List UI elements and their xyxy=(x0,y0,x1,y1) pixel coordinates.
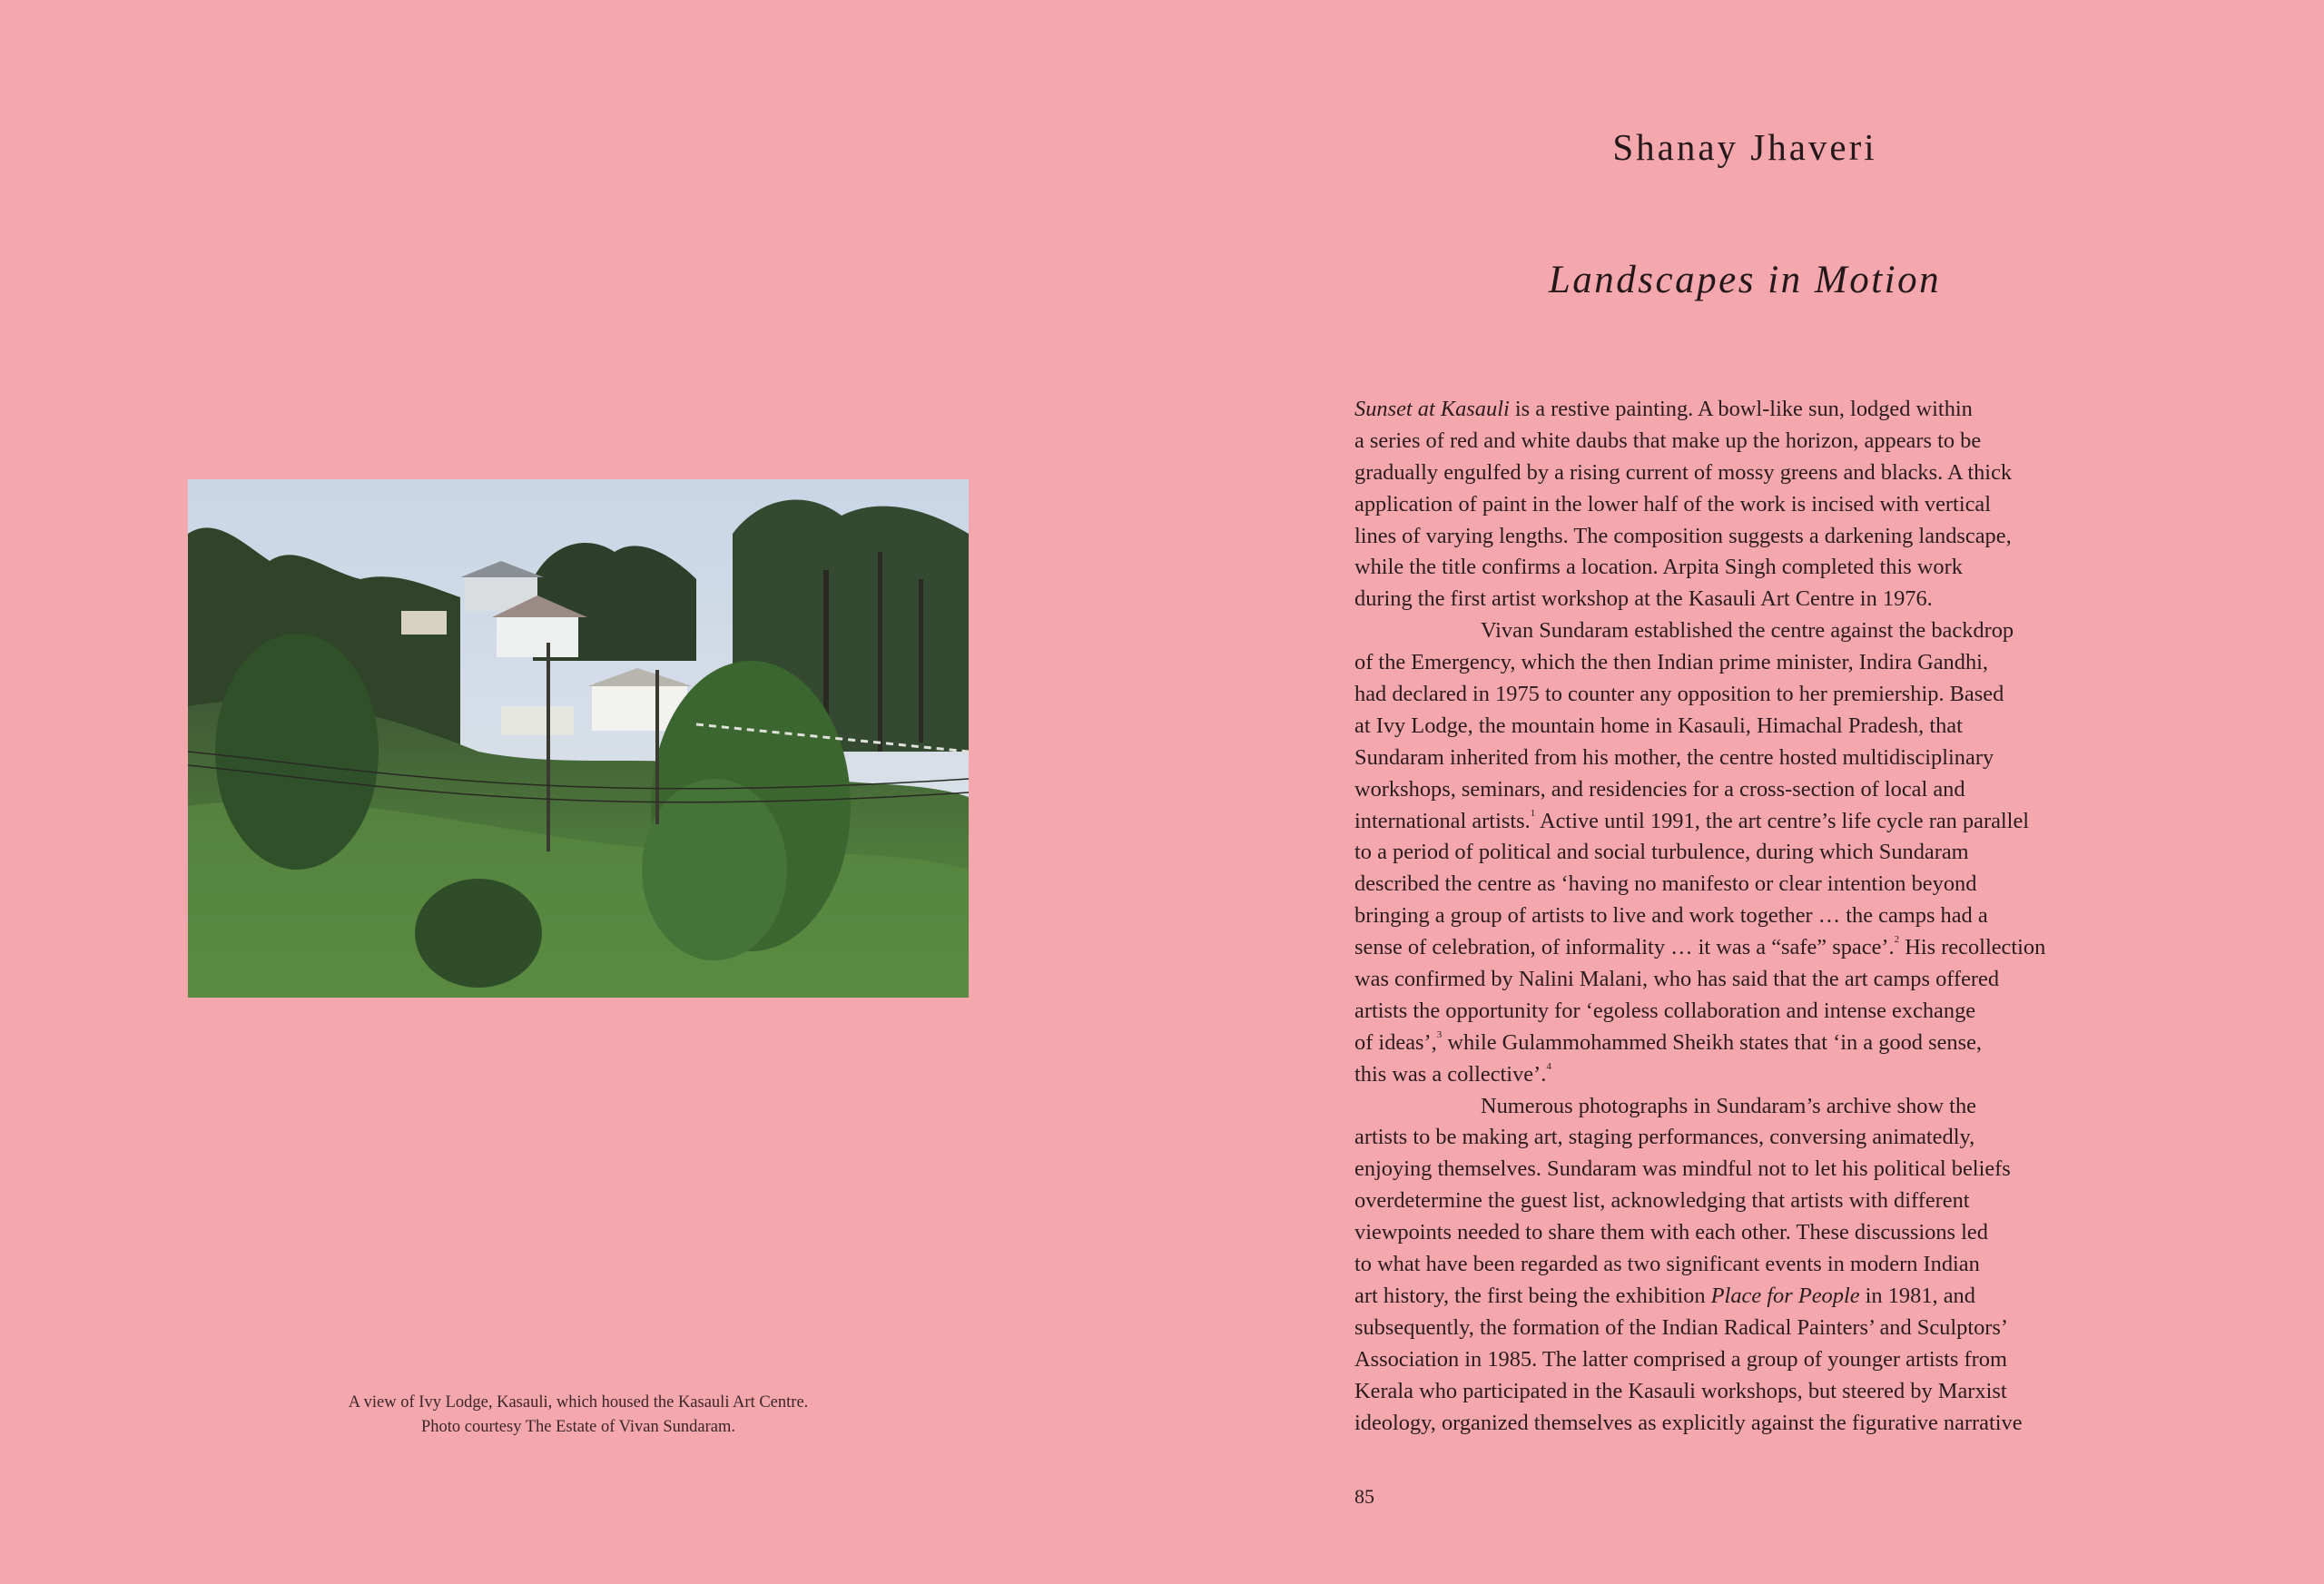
text-line: a series of red and white daubs that make up the horizon, appears to be xyxy=(1354,428,1982,453)
ivy-lodge-photo xyxy=(188,479,969,998)
text-line: described the centre as ‘having no manifesto or clear intention beyond xyxy=(1354,871,1977,897)
author-name: Shanay Jhaveri xyxy=(1612,126,1877,168)
text-span: Active until 1991, the art centre’s life cycle ran parallel xyxy=(1535,808,2030,833)
text-line: of the Emergency, which the then Indian prime minister, Indira Gandhi, xyxy=(1354,650,1989,675)
artwork-title: Sunset at Kasauli xyxy=(1354,397,1510,421)
text-line: at Ivy Lodge, the mountain home in Kasauli, Himachal Pradesh, that xyxy=(1354,713,1963,738)
text-line: bringing a group of artists to live and work together … the camps had a xyxy=(1354,903,1988,929)
text-line: Sundaram inherited from his mother, the centre hosted multidisciplinary xyxy=(1354,744,1994,770)
text-line: to a period of political and social turbulence, during which Sundaram xyxy=(1354,840,1969,865)
text-line: subsequently, the formation of the Indian Radical Painters’ and Sculptors’ xyxy=(1354,1314,2009,1340)
text-span: while Gulammohammed Sheikh states that ‘in a good sense, xyxy=(1442,1029,1983,1055)
text-span: this was a collective’. xyxy=(1354,1061,1547,1087)
text-line xyxy=(1354,394,2153,426)
text-line: enjoying themselves. Sundaram was mindful not to let his political beliefs xyxy=(1354,1156,2011,1182)
text-span: sense of celebration, of informality … it was a “safe” space’. xyxy=(1354,935,1895,960)
caption-line-1: A view of Ivy Lodge, Kasauli, which housed the Kasauli Art Centre. xyxy=(348,1393,809,1412)
exhibition-title: Place for People xyxy=(1710,1283,1860,1308)
text-line xyxy=(1354,1059,2153,1091)
text-span: international artists. xyxy=(1354,808,1531,833)
essay-body xyxy=(1354,394,2153,1439)
text-line: artists to be making art, staging performances, conversing animatedly, xyxy=(1354,1125,1975,1150)
footnote-ref-1[interactable]: 1 xyxy=(1530,807,1536,819)
text-line: during the first artist workshop at the Kasauli Art Centre in 1976. xyxy=(1354,586,1933,612)
text-span: art history, the first being the exhibition xyxy=(1354,1283,1711,1308)
text-line: while the title confirms a location. Arpita Singh completed this work xyxy=(1354,555,1963,580)
text-line: artists the opportunity for ‘egoless collaboration and intense exchange xyxy=(1354,998,1976,1023)
text-span: His recollection xyxy=(1899,935,2046,960)
footnote-ref-3[interactable]: 3 xyxy=(1436,1028,1443,1040)
paragraph-start-line: Numerous photographs in Sundaram’s archive show the xyxy=(1481,1093,1976,1118)
text-line: overdetermine the guest list, acknowledging that artists with different xyxy=(1354,1188,1970,1214)
text-line xyxy=(1354,1028,2153,1059)
text-line xyxy=(1354,806,2153,838)
photo-caption xyxy=(188,1391,969,1440)
text-span: is a restive painting. A bowl-like sun, lodged within xyxy=(1509,397,1973,421)
text-line xyxy=(1354,932,2153,964)
text-line xyxy=(1354,1281,2153,1313)
text-line: was confirmed by Nalini Malani, who has said that the art camps offered xyxy=(1354,967,2000,992)
footnote-ref-2[interactable]: 2 xyxy=(1894,934,1900,946)
paragraph-start-line: Vivan Sundaram established the centre against the backdrop xyxy=(1481,618,2014,644)
footnote-ref-4[interactable]: 4 xyxy=(1546,1060,1551,1072)
text-line: workshops, seminars, and residencies for a cross-section of local and xyxy=(1354,776,1965,802)
caption-line-2: Photo courtesy The Estate of Vivan Sundaram. xyxy=(420,1418,736,1436)
text-line: Association in 1985. The latter comprised a group of younger artists from xyxy=(1354,1346,2007,1372)
text-line: application of paint in the lower half of the work is incised with vertical xyxy=(1354,491,1992,517)
text-line: had declared in 1975 to counter any opposition to her premiership. Based xyxy=(1354,682,2004,707)
page-number: 85 xyxy=(1354,1485,1374,1508)
text-line: Kerala who participated in the Kasauli workshops, but steered by Marxist xyxy=(1354,1378,2007,1403)
text-span: of ideas’, xyxy=(1354,1029,1437,1055)
text-line: gradually engulfed by a rising current of mossy greens and blacks. A thick xyxy=(1354,459,2013,485)
text-line: ideology, organized themselves as explicitly against the figurative narrative xyxy=(1354,1410,2023,1435)
text-line: to what have been regarded as two significant events in modern Indian xyxy=(1354,1252,1980,1277)
text-line: lines of varying lengths. The composition suggests a darkening landscape, xyxy=(1354,523,2012,548)
text-line: viewpoints needed to share them with each other. These discussions led xyxy=(1354,1220,1988,1245)
essay-title: Landscapes in Motion xyxy=(1548,259,1942,301)
hillside-image xyxy=(188,479,969,998)
text-span: in 1981, and xyxy=(1859,1283,1975,1308)
